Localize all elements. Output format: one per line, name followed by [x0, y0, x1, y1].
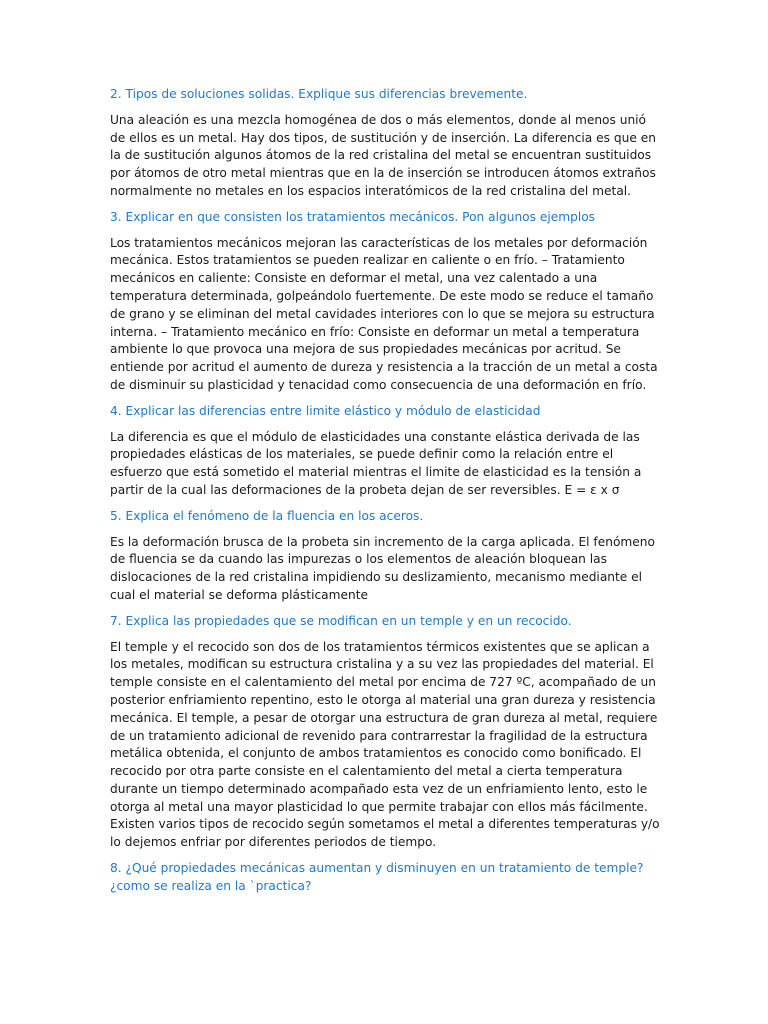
section-heading: 8. ¿Qué propiedades mecánicas aumentan y disminuyen en un tratamiento de temple? ¿como se realiza en la `practica?: [110, 861, 644, 893]
section-5: [110, 508, 662, 605]
section-7: [110, 613, 662, 852]
section-heading: 2. Tipos de soluciones solidas. Explique sus diferencias brevemente.: [110, 87, 528, 101]
section-2: [110, 86, 662, 201]
section-heading: 4. Explicar las diferencias entre limite elástico y módulo de elasticidad: [110, 403, 541, 418]
section-paragraph: Una aleación es una mezcla homogénea de dos o más elementos, donde al menos unió de ellos es un metal. Hay dos tipos, de sustitución y de inserción. La diferencia es que en la de sustitución algunos átomos de la red cristalina del metal se encuentran sustituidos por átomos de otro metal mientras que en la de inserción se introducen átomos extraños normalmente no metales en los espacios interatómicos de la red cristalina del metal.: [110, 112, 656, 198]
section-paragraph: Los tratamientos mecánicos mejoran las características de los metales por deformación mecánica. Estos tratamientos se pueden realizar en caliente o en frío. – Tratamiento mecánicos en caliente: Consiste en deformar el metal, una vez calentado a una temperatura determinada, golpeándolo fuertemente. De este modo se reduce el tamaño de grano y se eliminan del metal cavidades interiores con lo que se mejora su estructura interna. – Tratamiento mecánico en frío: Consiste en deformar un metal a temperatura ambiente lo que provoca una mejora de sus propiedades mecánicas por acritud. Se entiende por acritud el aumento de dureza y resistencia a la tracción de un metal a costa de disminuir su plasticidad y tenacidad como consecuencia de una deformación en frío.: [110, 235, 658, 392]
section-paragraph: El temple y el recocido son dos de los tratamientos térmicos existentes que se aplican a los metales, modifican su estructura cristalina y a su vez las propiedades del material. El temple consiste en el calentamiento del metal por encima de 727 ºC, acompañado de un posterior enfriamiento repentino, esto le otorga al material una gran dureza y resistencia mecánica. El temple, a pesar de otorgar una estructura de gran dureza al metal, requiere de un tratamiento adicional de revenido para contrarrestar la fragilidad de la estructura metálica obtenida, el conjunto de ambos tratamientos es conocido como bonificado. El recocido por otra parte consiste en el calentamiento del metal a cierta temperatura durante un tiempo determinado acompañado esta vez de un enfriamiento lento, esto le otorga al metal una mayor plasticidad lo que permite trabajar con ellos más fácilmente. Existen varios tipos de recocido según sometamos el metal a diferentes temperaturas y/o lo dejemos enfriar por diferentes periodos de tiempo.: [110, 639, 660, 850]
section-heading: 7. Explica las propiedades que se modifican en un temple y en un recocido.: [110, 613, 572, 628]
section-4: [110, 403, 662, 500]
section-heading: 3. Explicar en que consisten los tratamientos mecánicos. Pon algunos ejemplos: [110, 209, 596, 224]
section-paragraph: La diferencia es que el módulo de elasticidades una constante elástica derivada de las propiedades elásticas de los materiales, se puede definir como la relación entre el esfuerzo que está sometido el material mientras el limite de elasticidad es la tensión a partir de la cual las deformaciones de la probeta dejan de ser reversibles. E = ε x σ: [110, 429, 642, 497]
section-8: [110, 860, 662, 896]
section-heading: 5. Explica el fenómeno de la fluencia en los aceros.: [110, 508, 424, 523]
section-paragraph: Es la deformación brusca de la probeta sin incremento de la carga aplicada. El fenómeno de fluencia se da cuando las impurezas o los elementos de aleación bloquean las dislocaciones de la red cristalina impidiendo su deslizamiento, mecanismo mediante el cual el material se deforma plásticamente: [110, 534, 655, 602]
document-page: [110, 86, 662, 904]
section-3: [110, 209, 662, 395]
